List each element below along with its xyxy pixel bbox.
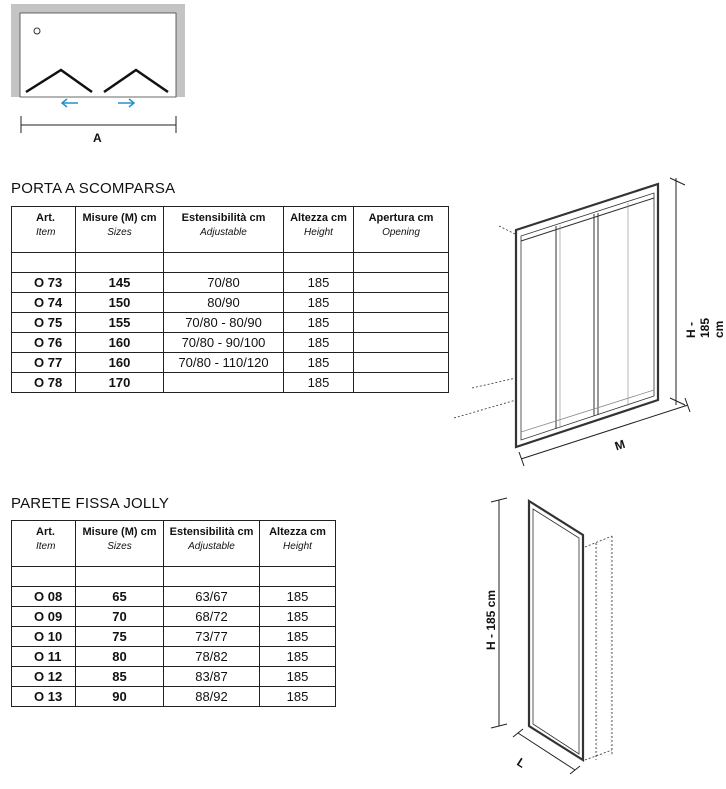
header-cell-adjustable: Estensibilità cm Adjustable (164, 207, 284, 253)
section-title-porta: PORTA A SCOMPARSA (11, 180, 176, 197)
table-row: O 77 160 70/80 - 110/120 185 (12, 353, 449, 373)
dimension-label-h-porta: H - 185 cm (684, 317, 726, 338)
header-cell-opening: Apertura cm Opening (354, 207, 449, 253)
header-cell-height: Altezza cm Height (284, 207, 354, 253)
table-row: O 11 80 78/82 185 (12, 647, 336, 667)
dimension-label-a: A (93, 131, 102, 145)
table-row: O 10 75 73/77 185 (12, 627, 336, 647)
table-row: O 08 65 63/67 185 (12, 587, 336, 607)
dimension-label-l: L (514, 755, 529, 771)
table-row: O 76 160 70/80 - 90/100 185 (12, 333, 449, 353)
table-row: O 75 155 70/80 - 80/90 185 (12, 313, 449, 333)
table-row: O 13 90 88/92 185 (12, 687, 336, 707)
header-cell-art: Art. Item (12, 521, 76, 567)
header-cell-art: Art. Item (12, 207, 76, 253)
table-row: O 12 85 83/87 185 (12, 667, 336, 687)
header-cell-size: Misure (M) cm Sizes (76, 207, 164, 253)
header-cell-height: Altezza cm Height (260, 521, 336, 567)
table-row: O 74 150 80/90 185 (12, 293, 449, 313)
dimension-label-h-parete: H - 185 cm (484, 589, 498, 650)
header-cell-size: Misure (M) cm Sizes (76, 521, 164, 567)
dimension-label-m: M (613, 436, 627, 454)
table-row: O 73 145 70/80 185 (12, 273, 449, 293)
header-cell-adjustable: Estensibilità cm Adjustable (164, 521, 260, 567)
table-row: O 09 70 68/72 185 (12, 607, 336, 627)
table-row: O 78 170 185 (12, 373, 449, 393)
section-title-parete: PARETE FISSA JOLLY (11, 495, 170, 512)
